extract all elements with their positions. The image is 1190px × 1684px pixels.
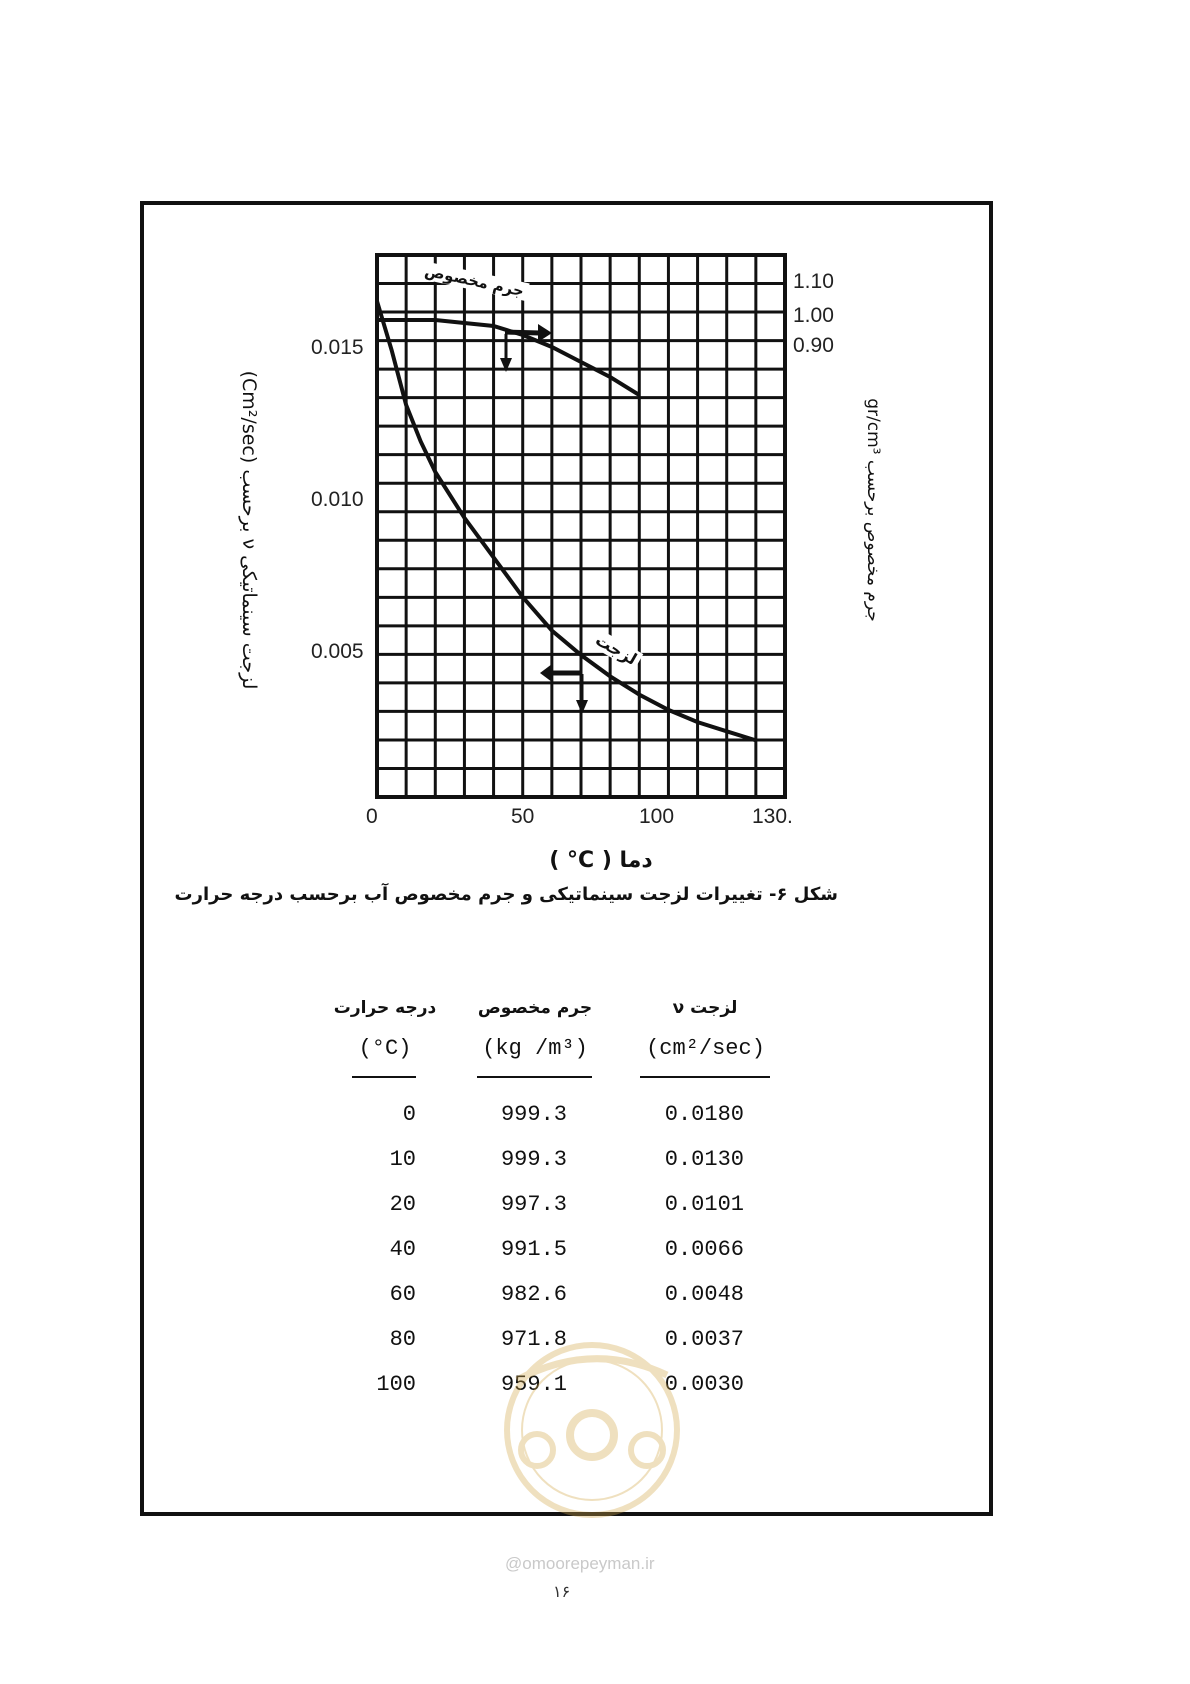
page-number: ۱۶ bbox=[553, 1582, 571, 1601]
x-tick-2: 100 bbox=[639, 805, 675, 828]
right-axis-label: جرم مخصوص برحسب gr/cm³ bbox=[863, 398, 883, 622]
table-unit-density: (kg /m³) bbox=[482, 1036, 588, 1061]
viscosity-curve-label: لزجت bbox=[589, 628, 644, 671]
left-axis-label: لزجت سینماتیکی ν برحسب (Cm²/sec) bbox=[238, 370, 260, 690]
cell-viscosity: 0.0180 bbox=[664, 1102, 744, 1127]
cell-viscosity: 0.0066 bbox=[664, 1237, 744, 1262]
cell-viscosity: 0.0037 bbox=[664, 1327, 744, 1352]
table-unit-viscosity: (cm²/sec) bbox=[646, 1036, 765, 1061]
right-tick-1: 1.00 bbox=[793, 304, 834, 327]
x-axis-label: دما ( C° ) bbox=[549, 848, 653, 873]
cell-temperature: 0 bbox=[402, 1102, 416, 1127]
cell-temperature: 20 bbox=[389, 1192, 416, 1217]
cell-temperature: 60 bbox=[389, 1282, 416, 1307]
cell-density: 999.3 bbox=[500, 1102, 567, 1127]
cell-density: 959.1 bbox=[500, 1372, 567, 1397]
cell-viscosity: 0.0101 bbox=[664, 1192, 744, 1217]
cell-density: 997.3 bbox=[500, 1192, 567, 1217]
cell-density: 991.5 bbox=[500, 1237, 567, 1262]
table-header-density: جرم مخصوص bbox=[477, 998, 593, 1018]
cell-temperature: 40 bbox=[389, 1237, 416, 1262]
cell-viscosity: 0.0130 bbox=[664, 1147, 744, 1172]
cell-density: 999.3 bbox=[500, 1147, 567, 1172]
table-header-viscosity: لزجت ν bbox=[672, 998, 738, 1018]
cell-viscosity: 0.0030 bbox=[664, 1372, 744, 1397]
cell-density: 982.6 bbox=[500, 1282, 567, 1307]
left-tick-2: 0.005 bbox=[311, 640, 364, 663]
left-tick-1: 0.010 bbox=[311, 488, 364, 511]
cell-temperature: 80 bbox=[389, 1327, 416, 1352]
left-tick-0: 0.015 bbox=[311, 336, 364, 359]
header-rule-temp bbox=[352, 1076, 416, 1078]
x-tick-0: 0 bbox=[366, 805, 378, 828]
chart-grid bbox=[377, 255, 785, 797]
right-tick-0: 1.10 bbox=[793, 270, 834, 293]
site-watermark: @omoorepeyman.ir bbox=[505, 1554, 655, 1573]
x-tick-3: 130. bbox=[752, 805, 793, 828]
cell-density: 971.8 bbox=[500, 1327, 567, 1352]
cell-temperature: 10 bbox=[389, 1147, 416, 1172]
table-unit-temp: (°C) bbox=[358, 1036, 412, 1061]
right-tick-2: 0.90 bbox=[793, 334, 834, 357]
cell-temperature: 100 bbox=[376, 1372, 416, 1397]
x-tick-1: 50 bbox=[511, 805, 535, 828]
header-rule-viscosity bbox=[640, 1076, 770, 1078]
watermark-logo-icon bbox=[492, 1320, 692, 1520]
cell-viscosity: 0.0048 bbox=[664, 1282, 744, 1307]
figure-caption: شکل ۶- تغییرات لزجت سینماتیکی و جرم مخصوص آب برحسب درجه حرارت bbox=[174, 884, 838, 905]
header-rule-density bbox=[477, 1076, 592, 1078]
density-curve-label: جرم مخصوص bbox=[419, 261, 529, 301]
table-header-temp: درجه حرارت bbox=[333, 998, 437, 1018]
